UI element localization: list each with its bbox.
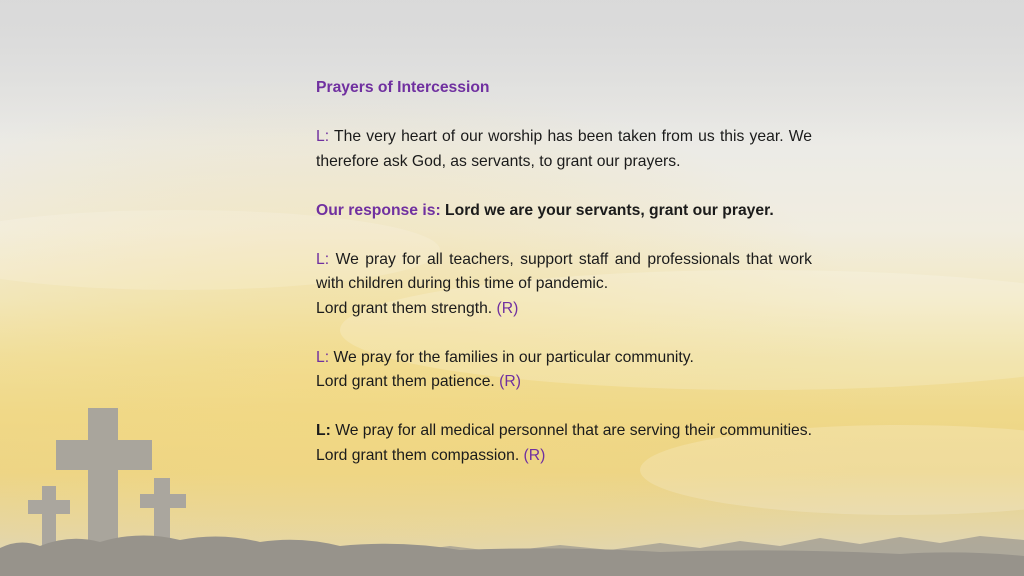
intro-paragraph — [316, 125, 812, 174]
prayer-petition — [316, 297, 812, 322]
prayer-paragraph — [316, 248, 812, 322]
page-title — [316, 76, 812, 101]
response-marker: (R) — [499, 373, 521, 390]
prayer-text: We pray for all teachers, support staff and professionals that work with children during this time of pandemic. — [316, 250, 813, 292]
response-label: Our response is: — [316, 201, 441, 219]
prayer-paragraph — [316, 419, 812, 468]
title-text: Prayers of Intercession — [316, 79, 490, 96]
response-marker: (R) — [523, 446, 546, 464]
intro-text: The very heart of our worship has been taken from us this year. We therefore ask God, as servants, to grant our prayers. — [316, 128, 813, 170]
leader-label: L: — [316, 422, 331, 439]
prayer-petition — [316, 370, 812, 395]
prayer-text: We pray for all medical personnel that are serving their communities. Lord grant them compassion. — [316, 422, 812, 464]
prayer-paragraph — [316, 346, 812, 395]
response-text: Lord we are your servants, grant our prayer. — [445, 201, 774, 219]
prayer-text: We pray for the families in our particular community. — [333, 348, 694, 366]
leader-label: L: — [316, 128, 330, 145]
leader-label: L: — [316, 348, 330, 366]
petition-text: Lord grant them strength. — [316, 299, 493, 317]
leader-label: L: — [316, 250, 330, 268]
response-marker: (R) — [496, 299, 519, 317]
intercession-text — [316, 76, 812, 468]
response-paragraph — [316, 199, 812, 224]
petition-text: Lord grant them patience. — [316, 373, 495, 390]
